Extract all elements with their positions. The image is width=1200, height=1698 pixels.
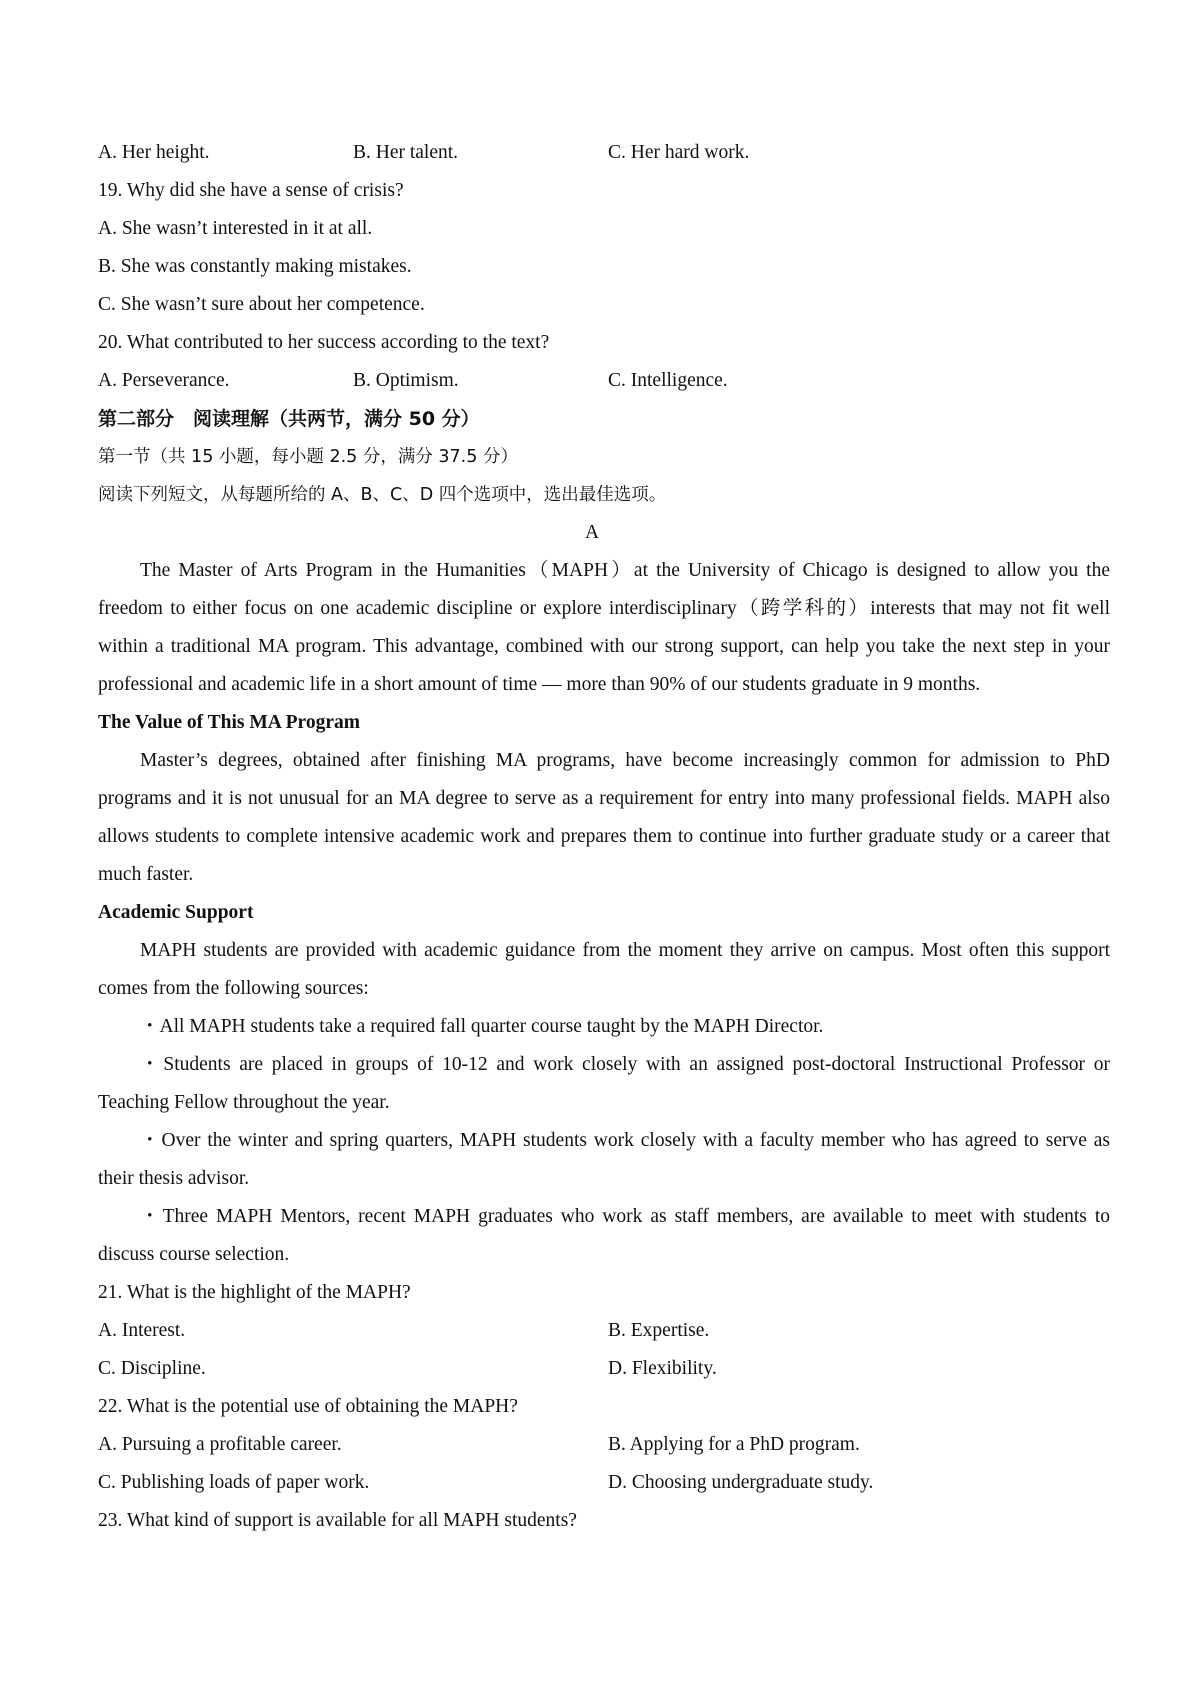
q19-option-c: C. She wasn’t sure about her competence. <box>98 294 425 315</box>
q18-option-c: C. Her hard work. <box>608 142 750 163</box>
instructions: 阅读下列短文，从每题所给的 A、B、C、D 四个选项中，选出最佳选项。 <box>98 485 667 505</box>
q22-option-a: A. Pursuing a profitable career. <box>98 1434 342 1455</box>
q22-option-d: D. Choosing undergraduate study. <box>608 1472 874 1493</box>
q22-question: 22. What is the potential use of obtaining the MAPH? <box>98 1396 518 1417</box>
q21-options-row1 <box>98 1312 1110 1350</box>
q22-option-b: B. Applying for a PhD program. <box>608 1434 860 1455</box>
passage-intro: The Master of Arts Program in the Humanities（MAPH）at the University of Chicago is designed to allow you the freedom to either focus on one academic discipline or explore interdisciplinary（跨学科的）interests that may not fit well within a traditional MA program. This advantage, combined with our strong support, can help you take the next step in your professional and academic life in a short amount of time — more than 90% of our students graduate in 9 months. <box>98 560 1110 695</box>
q22-options-row1 <box>98 1426 1110 1464</box>
q21-options-row2 <box>98 1350 1110 1388</box>
q20-question: 20. What contributed to her success according to the text? <box>98 332 550 353</box>
support-bullet: ・All MAPH students take a required fall quarter course taught by the MAPH Director. <box>140 1016 824 1037</box>
q20-option-b: B. Optimism. <box>353 370 459 391</box>
q19-question: 19. Why did she have a sense of crisis? <box>98 180 404 201</box>
value-heading: The Value of This MA Program <box>98 712 361 733</box>
passage-label: A <box>584 522 600 543</box>
value-paragraph: Master’s degrees, obtained after finishing MA programs, have become increasingly common for admission to PhD programs and it is not unusual for an MA degree to serve as a requirement for entry into many professional fields. MAPH also allows students to complete intensive academic work and prepares them to continue into further graduate study or a career that much faster. <box>98 750 1110 885</box>
q22-option-c: C. Publishing loads of paper work. <box>98 1472 370 1493</box>
part2-heading: 第二部分 阅读理解（共两节，满分 50 分） <box>98 408 480 430</box>
section1-heading: 第一节（共 15 小题，每小题 2.5 分，满分 37.5 分） <box>98 447 518 467</box>
support-bullet: ・Students are placed in groups of 10-12 and work closely with an assigned post-doctoral Instructional Professor or Teaching Fellow throughout the year. <box>98 1054 1110 1113</box>
q20-options <box>98 362 1110 400</box>
q19-option-a: A. She wasn’t interested in it at all. <box>98 218 373 239</box>
support-heading: Academic Support <box>98 902 254 923</box>
q21-question: 21. What is the highlight of the MAPH? <box>98 1282 411 1303</box>
q21-option-a: A. Interest. <box>98 1320 186 1341</box>
support-paragraph: MAPH students are provided with academic guidance from the moment they arrive on campus. Most often this support comes from the following sources: <box>98 940 1110 999</box>
q23-question: 23. What kind of support is available for all MAPH students? <box>98 1510 577 1531</box>
q18-option-a: A. Her height. <box>98 142 210 163</box>
q19-option-b: B. She was constantly making mistakes. <box>98 256 412 277</box>
q21-option-c: C. Discipline. <box>98 1358 206 1379</box>
support-bullet: ・Three MAPH Mentors, recent MAPH graduates who work as staff members, are available to meet with students to discuss course selection. <box>98 1206 1110 1265</box>
q20-option-c: C. Intelligence. <box>608 370 728 391</box>
q18-options <box>98 134 1110 172</box>
support-bullet: ・Over the winter and spring quarters, MAPH students work closely with a faculty member who has agreed to serve as their thesis advisor. <box>98 1130 1110 1189</box>
q21-option-d: D. Flexibility. <box>608 1358 717 1379</box>
q22-options-row2 <box>98 1464 1110 1502</box>
q20-option-a: A. Perseverance. <box>98 370 230 391</box>
q18-option-b: B. Her talent. <box>353 142 459 163</box>
exam-page <box>98 134 1110 1540</box>
q21-option-b: B. Expertise. <box>608 1320 710 1341</box>
